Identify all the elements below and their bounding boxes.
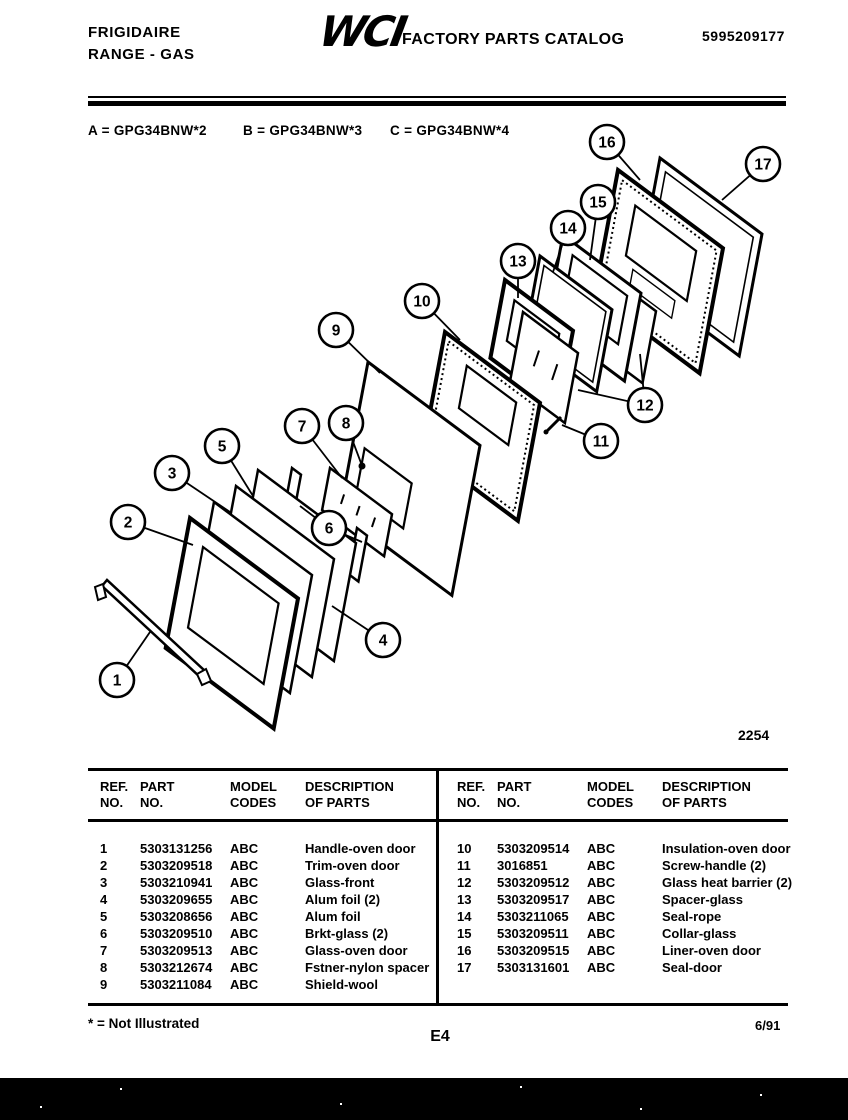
cell-desc: Trim-oven door [305,858,400,873]
cell-ref: 2 [100,858,108,873]
callout-number-10: 10 [413,293,431,311]
callout-number-7: 7 [297,418,307,436]
callout-number-3: 3 [167,465,177,483]
model-key-c: C = GPG34BNW*4 [390,123,510,138]
cell-ref: 8 [100,960,108,975]
cell-part: 5303131256 [140,841,213,856]
callout-number-9: 9 [331,322,341,340]
cell-part: 5303209514 [497,841,570,856]
cell-codes: ABC [587,892,616,907]
handle-foot-left [95,584,106,600]
cell-part: 5303209655 [140,892,213,907]
brand-line-2: RANGE - GAS [88,46,195,63]
cell-codes: ABC [230,943,259,958]
header-codes: MODEL CODES [230,779,277,810]
callout-number-4: 4 [378,632,388,650]
table-row [457,875,797,892]
header-codes: MODEL CODES [587,779,634,810]
cell-codes: ABC [587,875,616,890]
cell-codes: ABC [587,926,616,941]
cell-ref: 5 [100,909,108,924]
cell-desc: Handle-oven door [305,841,416,856]
table-row [100,909,430,926]
cell-ref: 11 [457,858,471,873]
cell-desc: Spacer-glass [662,892,743,907]
cell-part: 5303209518 [140,858,213,873]
wci-logo: WCI [315,7,409,56]
cell-desc: Glass-oven door [305,943,408,958]
cell-ref: 17 [457,960,472,975]
cell-codes: ABC [230,926,259,941]
cell-codes: ABC [587,943,616,958]
header-ref: REF. NO. [457,779,486,810]
cell-codes: ABC [230,875,259,890]
parts-table-right [457,841,797,977]
cell-part: 5303211084 [140,977,212,992]
header-part: PART NO. [140,779,175,810]
cell-ref: 4 [100,892,108,907]
page-code: E4 [430,1028,450,1045]
cell-ref: 3 [100,875,108,890]
callout-number-12: 12 [636,397,654,415]
table-bottom-rule [88,1003,788,1006]
cell-part: 5303209511 [497,926,569,941]
callout-number-15: 15 [589,194,607,212]
table-header-right [457,779,797,811]
table-row [457,858,797,875]
cell-desc: Shield-wool [305,977,378,992]
cell-codes: ABC [230,892,259,907]
cell-ref: 14 [457,909,472,924]
cell-part: 5303209517 [497,892,570,907]
cell-codes: ABC [230,960,259,975]
table-row [100,841,430,858]
cell-codes: ABC [587,960,616,975]
callout-number-2: 2 [123,514,133,532]
cell-ref: 10 [457,841,472,856]
table-row [457,909,797,926]
cell-desc: Glass heat barrier (2) [662,875,793,890]
cell-desc: Brkt-glass (2) [305,926,389,941]
cell-codes: ABC [230,858,259,873]
cell-desc: Seal-rope [662,909,722,924]
cell-codes: ABC [587,858,616,873]
table-row [100,943,430,960]
cell-part: 5303209513 [140,943,213,958]
table-row [100,858,430,875]
scan-edge-bar [0,1078,848,1120]
table-row [457,892,797,909]
cell-codes: ABC [587,909,616,924]
table-row [457,841,797,858]
brand-line-1: FRIGIDAIRE [88,24,181,41]
table-row [100,875,430,892]
callout-number-6: 6 [324,520,334,538]
cell-part: 5303210941 [140,875,213,890]
table-row [100,977,430,994]
cell-desc: Alum foil (2) [305,892,381,907]
cell-ref: 12 [457,875,472,890]
cell-codes: ABC [587,841,616,856]
callout-number-17: 17 [754,156,772,174]
publication-number: 5995209177 [702,28,785,44]
header-part: PART NO. [497,779,532,810]
table-row [100,892,430,909]
cell-part: 5303209510 [140,926,213,941]
table-row [100,960,430,977]
catalog-title: FACTORY PARTS CATALOG [402,31,625,48]
table-row [457,943,797,960]
cell-part: 5303131601 [497,960,570,975]
model-key-b: B = GPG34BNW*3 [243,123,363,138]
table-row [457,960,797,977]
header-desc: DESCRIPTION OF PARTS [662,779,751,810]
callout-number-16: 16 [598,134,616,152]
cell-ref: 15 [457,926,472,941]
diagram-page-ref: 2254 [738,727,770,743]
table-row [457,926,797,943]
fastener-nylon-spacer [359,463,366,470]
cell-codes: ABC [230,909,259,924]
cell-desc: Fstner-nylon spacer [305,960,430,975]
table-divider [436,768,439,1005]
cell-ref: 7 [100,943,108,958]
cell-ref: 1 [100,841,108,856]
cell-codes: ABC [230,977,259,992]
cell-desc: Screw-handle (2) [662,858,767,873]
cell-desc: Glass-front [305,875,375,890]
cell-ref: 13 [457,892,472,907]
callout-number-13: 13 [509,253,527,271]
callout-number-8: 8 [341,415,351,433]
cell-part: 5303212674 [140,960,213,975]
cell-codes: ABC [230,841,259,856]
parts-table-left [100,841,430,994]
cell-part: 3016851 [497,858,548,873]
cell-part: 5303209512 [497,875,570,890]
model-key-a: A = GPG34BNW*2 [88,123,207,138]
cell-desc: Collar-glass [662,926,737,941]
header-ref: REF. NO. [100,779,129,810]
callout-number-14: 14 [559,220,577,238]
table-header-left [100,779,430,811]
cell-desc: Liner-oven door [662,943,761,958]
screw-head [544,430,549,435]
not-illustrated-note: * = Not Illustrated [88,1016,200,1031]
callout-number-11: 11 [592,433,610,451]
cell-desc: Seal-door [662,960,722,975]
callout-number-5: 5 [217,438,227,456]
date-code: 6/91 [755,1018,781,1033]
table-row [100,926,430,943]
cell-part: 5303209515 [497,943,570,958]
cell-ref: 6 [100,926,108,941]
door-panels [166,158,762,729]
cell-ref: 16 [457,943,472,958]
cell-part: 5303208656 [140,909,213,924]
cell-desc: Alum foil [305,909,361,924]
screw-handle [547,417,561,431]
cell-ref: 9 [100,977,108,992]
header-desc: DESCRIPTION OF PARTS [305,779,394,810]
cell-desc: Insulation-oven door [662,841,791,856]
cell-part: 5303211065 [497,909,569,924]
callout-number-1: 1 [112,672,122,690]
